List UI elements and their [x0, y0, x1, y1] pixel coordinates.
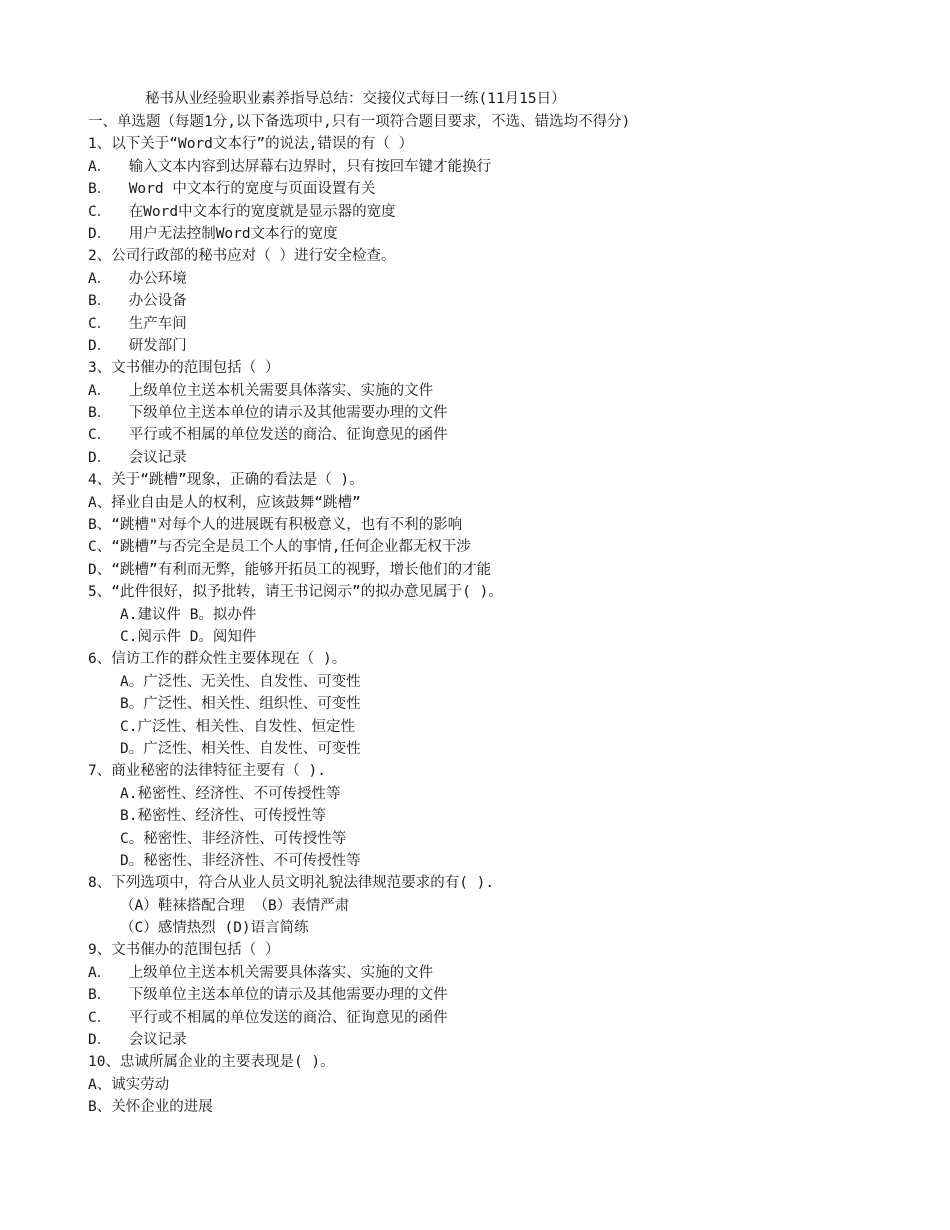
- text-line: D． 会议记录: [88, 1032, 187, 1049]
- text-line: （A）鞋袜搭配合理 （B）表情严肃: [120, 897, 350, 914]
- text-line: B。广泛性、相关性、组织性、可变性: [120, 696, 361, 713]
- text-line: 3、文书催办的范围包括（ ）: [88, 360, 280, 377]
- document-title: 秘书从业经验职业素养指导总结：交接仪式每日一练(11月15日）: [145, 91, 566, 107]
- text-line: 5、“此件很好，拟予批转，请王书记阅示”的拟办意见属于( )。: [88, 584, 503, 601]
- text-line: A、诚实劳动: [88, 1076, 170, 1093]
- text-line: 9、文书催办的范围包括（ ）: [88, 942, 280, 959]
- text-line: B． 下级单位主送本单位的请示及其他需要办理的文件: [88, 987, 448, 1004]
- text-line: C.阅示件 D。阅知件: [120, 628, 257, 645]
- text-line: C。秘密性、非经济性、可传授性等: [120, 830, 347, 847]
- text-line: 10、忠诚所属企业的主要表现是( )。: [88, 1054, 335, 1071]
- text-line: A、择业自由是人的权利，应该鼓舞“跳槽”: [88, 494, 361, 511]
- text-line: A． 上级单位主送本机关需要具体落实、实施的文件: [88, 964, 434, 981]
- text-line: 一、单选题（每题1分,以下备选项中,只有一项符合题目要求，不选、错选均不得分): [88, 114, 631, 130]
- text-line: A。广泛性、无关性、自发性、可变性: [120, 673, 361, 690]
- text-line: B、关怀企业的进展: [88, 1099, 213, 1116]
- text-line: A.建议件 B。拟办件: [120, 606, 257, 623]
- text-line: 2、公司行政部的秘书应对（ ）进行安全检查。: [88, 248, 396, 265]
- text-line: D． 研发部门: [88, 337, 187, 354]
- text-line: 4、关于“跳槽”现象，正确的看法是（ )。: [88, 472, 364, 489]
- text-line: D。广泛性、相关性、自发性、可变性: [120, 740, 361, 757]
- text-line: C.广泛性、相关性、自发性、恒定性: [120, 718, 355, 735]
- text-line: B.秘密性、经济性、可传授性等: [120, 808, 326, 825]
- text-line: D． 会议记录: [88, 449, 187, 466]
- text-line: D、“跳槽”有利而无弊，能够开拓员工的视野，增长他们的才能: [88, 561, 492, 578]
- text-line: C． 平行或不相属的单位发送的商洽、征询意见的函件: [88, 427, 448, 444]
- text-line: C、“跳槽”与否完全是员工个人的事情,任何企业都无权干涉: [88, 539, 471, 556]
- text-line: 1、以下关于“Word文本行”的说法,错误的有（ ）: [88, 136, 414, 153]
- text-line: C． 在Word中文本行的宽度就是显示器的宽度: [88, 203, 396, 220]
- text-line: 6、信访工作的群众性主要体现在（ )。: [88, 651, 347, 668]
- text-line: B． Word 中文本行的宽度与页面设置有关: [88, 181, 376, 198]
- text-line: （C）感情热烈 (D)语言简练: [120, 920, 309, 937]
- text-line: B、“跳槽"对每个人的进展既有积极意义，也有不利的影响: [88, 517, 463, 534]
- text-line: C． 平行或不相属的单位发送的商洽、征询意见的函件: [88, 1009, 448, 1026]
- text-line: A． 办公环境: [88, 270, 187, 287]
- text-line: A． 上级单位主送本机关需要具体落实、实施的文件: [88, 382, 434, 399]
- text-line: A． 输入文本内容到达屏幕右边界时，只有按回车键才能换行: [88, 158, 492, 175]
- text-line: C． 生产车间: [88, 315, 187, 332]
- text-line: 8、下列选项中，符合从业人员文明礼貌法律规范要求的有( ).: [88, 875, 495, 892]
- text-line: B． 下级单位主送本单位的请示及其他需要办理的文件: [88, 405, 448, 422]
- text-line: 7、商业秘密的法律特征主要有（ ).: [88, 763, 326, 780]
- text-line: B． 办公设备: [88, 293, 187, 310]
- text-line: A.秘密性、经济性、不可传授性等: [120, 785, 341, 802]
- document-body: [88, 111, 928, 1119]
- text-line: D． 用户无法控制Word文本行的宽度: [88, 225, 338, 242]
- text-line: D。秘密性、非经济性、不可传授性等: [120, 852, 361, 869]
